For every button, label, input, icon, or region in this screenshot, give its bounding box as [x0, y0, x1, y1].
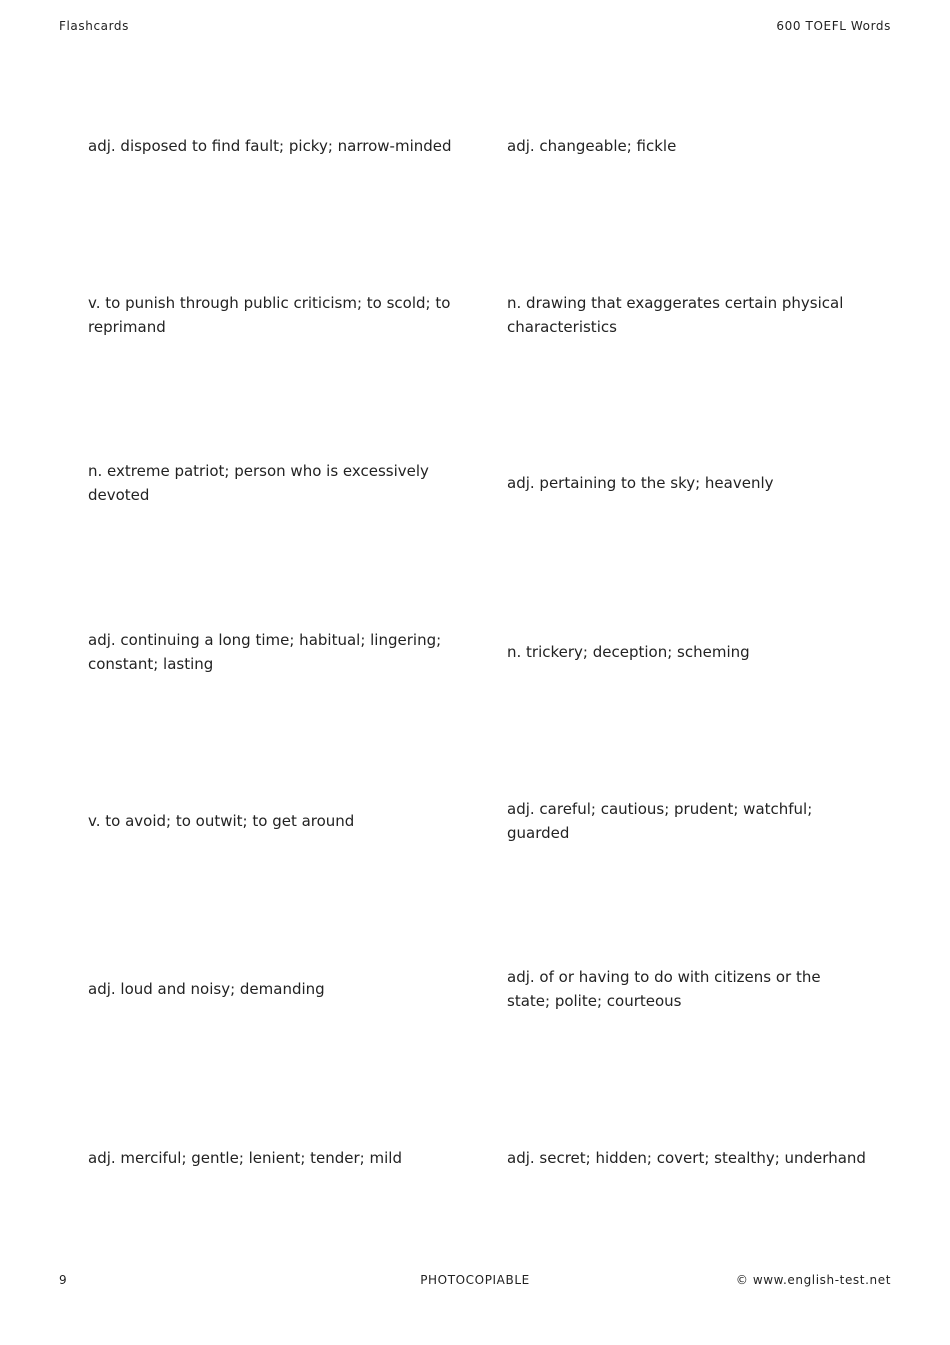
flashcard-definition: adj. of or having to do with citizens or the state; polite; courteous: [507, 968, 821, 1011]
flashcard-definition: v. to avoid; to outwit; to get around: [88, 811, 355, 830]
flashcard-definition: n. trickery; deception; scheming: [507, 643, 750, 662]
flashcard-definition: adj. careful; cautious; prudent; watchful; guarded: [507, 799, 813, 842]
photocopiable-notice: PHOTOCOPIABLE: [420, 1273, 530, 1287]
flashcard-definition: adj. changeable; fickle: [507, 137, 677, 156]
page-header: [59, 19, 891, 35]
flashcard-definition: adj. secret; hidden; covert; stealthy; underhand: [507, 1148, 866, 1167]
flashcard-definition: adj. continuing a long time; habitual; lingering; constant; lasting: [88, 631, 442, 674]
flashcard-definition: adj. pertaining to the sky; heavenly: [507, 474, 774, 493]
copyright-notice: © www.english-test.net: [735, 1273, 891, 1287]
header-title: Flashcards: [59, 19, 129, 33]
flashcard-definition: n. extreme patriot; person who is excessively devoted: [88, 462, 429, 505]
flashcard-definition: adj. merciful; gentle; lenient; tender; mild: [88, 1148, 402, 1167]
flashcard-definition: v. to punish through public criticism; to scold; to reprimand: [88, 293, 451, 336]
flashcard-definition: n. drawing that exaggerates certain physical characteristics: [507, 293, 844, 336]
page-number: 9: [59, 1273, 68, 1287]
flashcard-definition: adj. loud and noisy; demanding: [88, 980, 325, 999]
header-book-title: 600 TOEFL Words: [776, 19, 891, 33]
flashcard-grid: [88, 62, 868, 1242]
page-footer: [59, 1273, 891, 1289]
flashcard-definition: adj. disposed to find fault; picky; narrow-minded: [88, 137, 452, 156]
